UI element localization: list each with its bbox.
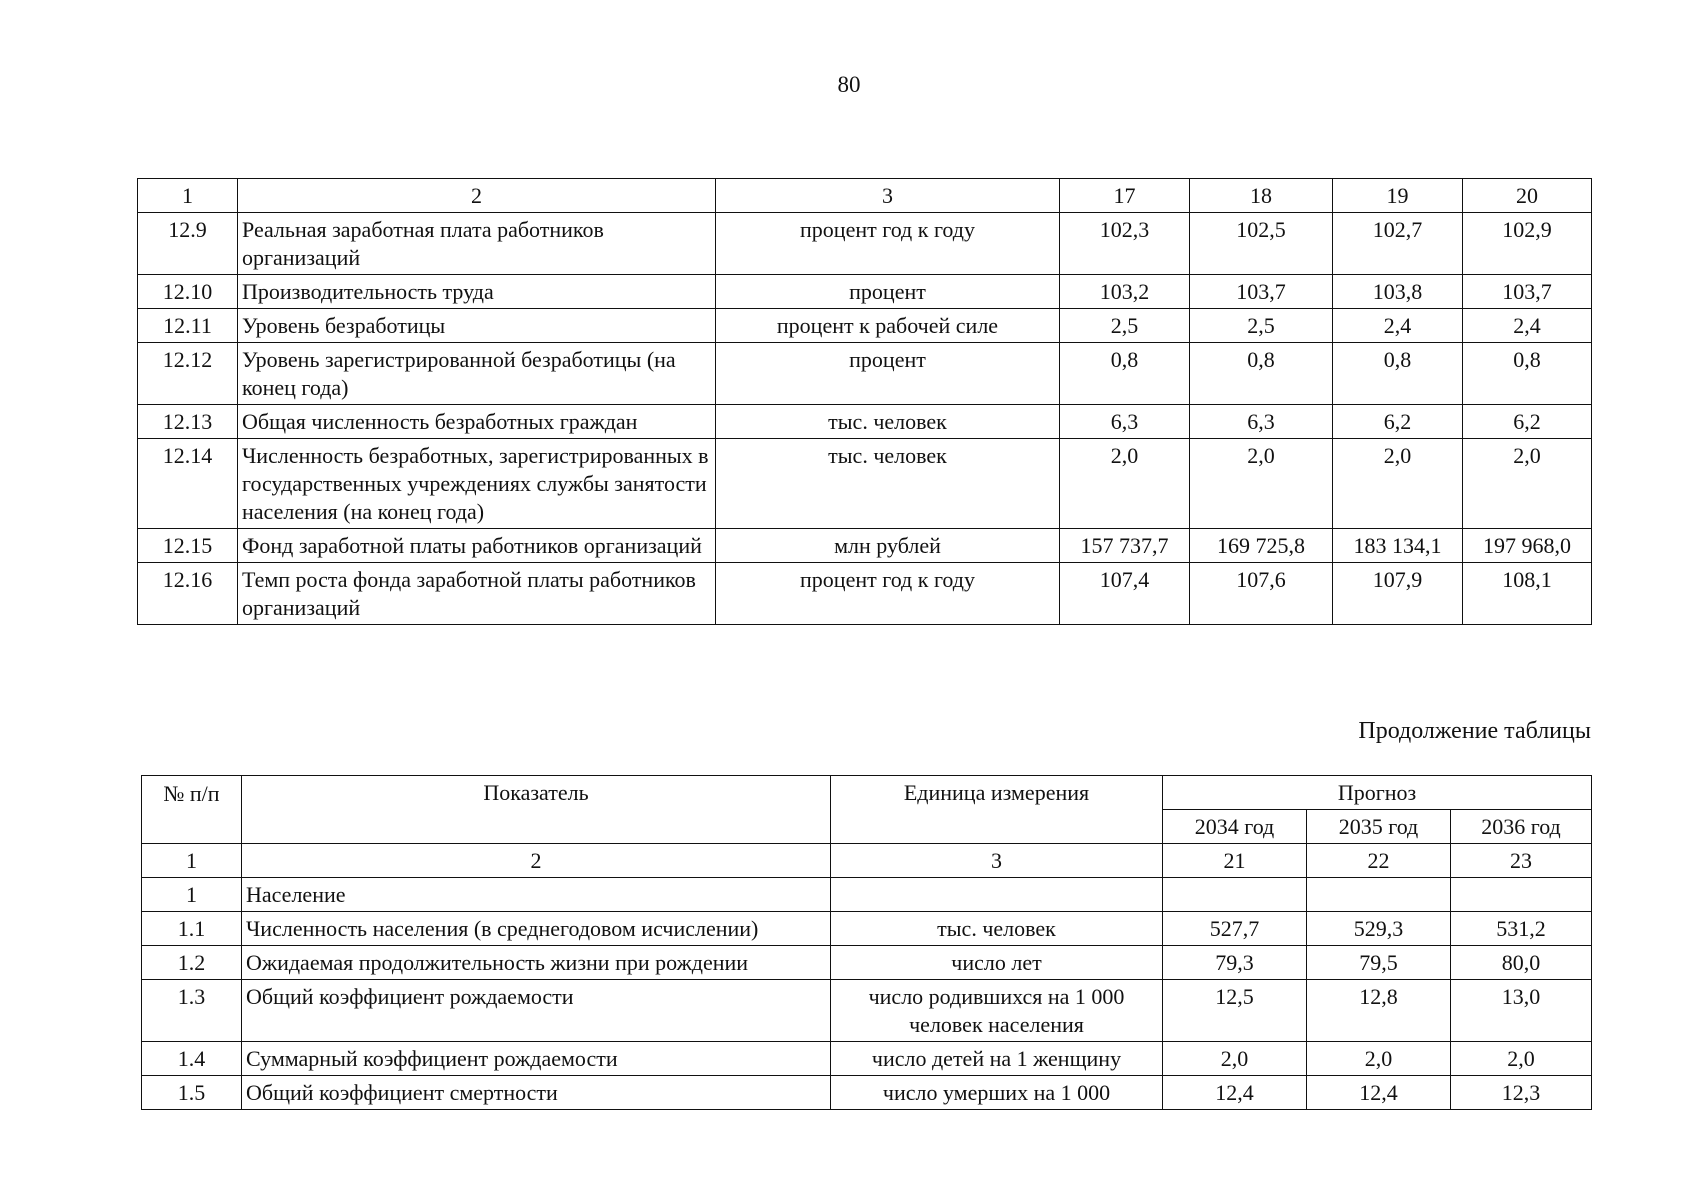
value-cell: 2,4 [1463, 309, 1592, 343]
value-cell: 183 134,1 [1333, 529, 1463, 563]
header-cell-year: 2034 год [1163, 810, 1307, 844]
row-number-cell: 12.13 [138, 405, 238, 439]
value-cell: 79,5 [1307, 946, 1451, 980]
row-number-cell: 12.16 [138, 563, 238, 625]
value-cell: 2,0 [1451, 1042, 1592, 1076]
value-cell: 2,0 [1463, 439, 1592, 529]
header-cell: 1 [138, 179, 238, 213]
value-cell: 103,8 [1333, 275, 1463, 309]
row-number-cell: 12.11 [138, 309, 238, 343]
header-cell: 18 [1190, 179, 1333, 213]
header-cell: 17 [1060, 179, 1190, 213]
value-cell: 13,0 [1451, 980, 1592, 1042]
value-cell: 12,8 [1307, 980, 1451, 1042]
page-number: 80 [837, 72, 861, 97]
table-row [142, 1076, 1592, 1110]
indicator-name-cell: Уровень безработицы [238, 309, 716, 343]
value-cell: 12,4 [1163, 1076, 1307, 1110]
row-number-cell: 1.3 [142, 980, 242, 1042]
value-cell: 12,4 [1307, 1076, 1451, 1110]
column-number-cell: 2 [242, 844, 831, 878]
header-cell: 2 [238, 179, 716, 213]
value-cell: 2,0 [1060, 439, 1190, 529]
table-row [138, 309, 1592, 343]
indicator-name-cell: Численность безработных, зарегистрированных в государственных учреждениях службы занятости населения (на конец года) [238, 439, 716, 529]
value-cell: 2,0 [1333, 439, 1463, 529]
value-cell: 197 968,0 [1463, 529, 1592, 563]
row-number-cell: 12.15 [138, 529, 238, 563]
table-row [142, 1042, 1592, 1076]
value-cell: 102,3 [1060, 213, 1190, 275]
indicator-name-cell: Реальная заработная плата работников организаций [238, 213, 716, 275]
value-cell: 529,3 [1307, 912, 1451, 946]
indicator-name-cell: Фонд заработной платы работников организаций [238, 529, 716, 563]
value-cell: 2,0 [1307, 1042, 1451, 1076]
value-cell: 0,8 [1333, 343, 1463, 405]
value-cell: 103,2 [1060, 275, 1190, 309]
unit-cell: млн рублей [716, 529, 1060, 563]
indicators-table-continued [137, 178, 1592, 625]
unit-cell: процент к рабочей силе [716, 309, 1060, 343]
value-cell: 0,8 [1060, 343, 1190, 405]
row-number-cell: 1.4 [142, 1042, 242, 1076]
unit-cell: тыс. человек [831, 912, 1163, 946]
unit-cell: число лет [831, 946, 1163, 980]
value-cell: 107,4 [1060, 563, 1190, 625]
value-cell: 107,6 [1190, 563, 1333, 625]
unit-cell: процент год к году [716, 213, 1060, 275]
value-cell: 6,2 [1333, 405, 1463, 439]
header-cell-unit: Единица измерения [831, 776, 1163, 844]
column-number-cell: 21 [1163, 844, 1307, 878]
table-body [138, 179, 1592, 625]
unit-cell: процент [716, 343, 1060, 405]
row-number-cell: 1 [142, 878, 242, 912]
value-cell: 80,0 [1451, 946, 1592, 980]
value-cell: 103,7 [1190, 275, 1333, 309]
header-row [142, 776, 1592, 810]
column-number-row [142, 844, 1592, 878]
unit-cell [831, 878, 1163, 912]
indicator-name-cell: Население [242, 878, 831, 912]
column-number-cell: 3 [831, 844, 1163, 878]
row-number-cell: 1.1 [142, 912, 242, 946]
header-cell: 20 [1463, 179, 1592, 213]
unit-cell: процент год к году [716, 563, 1060, 625]
value-cell: 102,9 [1463, 213, 1592, 275]
unit-cell: число умерших на 1 000 [831, 1076, 1163, 1110]
table-body [142, 776, 1592, 1110]
table-row [142, 912, 1592, 946]
indicator-name-cell: Производительность труда [238, 275, 716, 309]
value-cell: 6,3 [1060, 405, 1190, 439]
row-number-cell: 12.12 [138, 343, 238, 405]
value-cell: 6,3 [1190, 405, 1333, 439]
value-cell [1451, 878, 1592, 912]
header-cell: 19 [1333, 179, 1463, 213]
value-cell: 169 725,8 [1190, 529, 1333, 563]
unit-cell: тыс. человек [716, 439, 1060, 529]
table-row [142, 980, 1592, 1042]
table-row [138, 275, 1592, 309]
indicator-name-cell: Общая численность безработных граждан [238, 405, 716, 439]
header-cell: 3 [716, 179, 1060, 213]
table-row [138, 405, 1592, 439]
unit-cell: число детей на 1 женщину [831, 1042, 1163, 1076]
indicator-name-cell: Темп роста фонда заработной платы работников организаций [238, 563, 716, 625]
table-row [138, 343, 1592, 405]
value-cell: 102,7 [1333, 213, 1463, 275]
value-cell: 102,5 [1190, 213, 1333, 275]
table-row [138, 213, 1592, 275]
value-cell: 12,5 [1163, 980, 1307, 1042]
column-number-cell: 22 [1307, 844, 1451, 878]
value-cell: 2,5 [1190, 309, 1333, 343]
table-row [138, 563, 1592, 625]
value-cell: 0,8 [1463, 343, 1592, 405]
value-cell: 6,2 [1463, 405, 1592, 439]
value-cell: 103,7 [1463, 275, 1592, 309]
value-cell: 2,0 [1190, 439, 1333, 529]
unit-cell: тыс. человек [716, 405, 1060, 439]
value-cell: 2,5 [1060, 309, 1190, 343]
unit-cell: число родившихся на 1 000 человек населения [831, 980, 1163, 1042]
unit-cell: процент [716, 275, 1060, 309]
column-number-cell: 1 [142, 844, 242, 878]
value-cell [1307, 878, 1451, 912]
column-number-cell: 23 [1451, 844, 1592, 878]
header-cell-year: 2036 год [1451, 810, 1592, 844]
indicator-name-cell: Уровень зарегистрированной безработицы (на конец года) [238, 343, 716, 405]
table-row [142, 878, 1592, 912]
header-cell-number: № п/п [142, 776, 242, 844]
value-cell: 527,7 [1163, 912, 1307, 946]
row-number-cell: 12.14 [138, 439, 238, 529]
indicator-name-cell: Суммарный коэффициент рождаемости [242, 1042, 831, 1076]
indicator-name-cell: Ожидаемая продолжительность жизни при рождении [242, 946, 831, 980]
indicator-name-cell: Общий коэффициент смертности [242, 1076, 831, 1110]
value-cell: 0,8 [1190, 343, 1333, 405]
row-number-cell: 12.10 [138, 275, 238, 309]
value-cell: 107,9 [1333, 563, 1463, 625]
value-cell: 531,2 [1451, 912, 1592, 946]
header-cell-year: 2035 год [1307, 810, 1451, 844]
value-cell: 157 737,7 [1060, 529, 1190, 563]
value-cell [1163, 878, 1307, 912]
table-row [138, 529, 1592, 563]
row-number-cell: 1.5 [142, 1076, 242, 1110]
header-cell-indicator: Показатель [242, 776, 831, 844]
row-number-cell: 1.2 [142, 946, 242, 980]
table-row [138, 439, 1592, 529]
indicators-table [141, 775, 1592, 1110]
value-cell: 2,0 [1163, 1042, 1307, 1076]
continuation-label: Продолжение таблицы [1358, 718, 1591, 744]
value-cell: 12,3 [1451, 1076, 1592, 1110]
table-row [142, 946, 1592, 980]
row-number-cell: 12.9 [138, 213, 238, 275]
column-number-row [138, 179, 1592, 213]
indicator-name-cell: Численность населения (в среднегодовом исчислении) [242, 912, 831, 946]
value-cell: 108,1 [1463, 563, 1592, 625]
header-cell-forecast: Прогноз [1163, 776, 1592, 810]
indicator-name-cell: Общий коэффициент рождаемости [242, 980, 831, 1042]
value-cell: 79,3 [1163, 946, 1307, 980]
value-cell: 2,4 [1333, 309, 1463, 343]
